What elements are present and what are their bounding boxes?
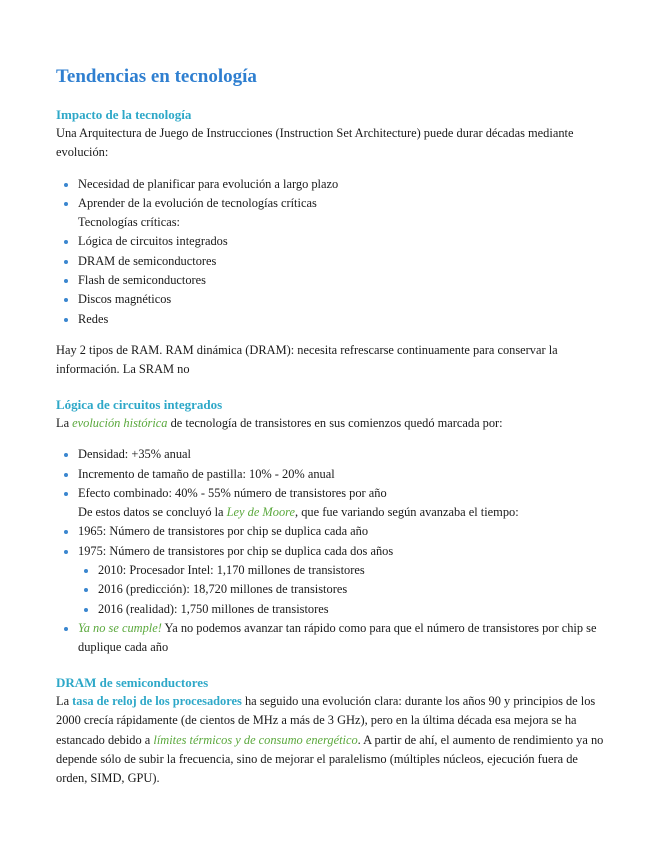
tech-list <box>56 232 604 328</box>
list-item: Ya no se cumple! Ya no podemos avanzar tan rápido como para que el número de transistores por chip se duplique cada año <box>56 619 604 658</box>
section-heading-dram: DRAM de semiconductores <box>56 675 209 690</box>
list-item: 2016 (predicción): 18,720 millones de transistores <box>56 580 604 599</box>
bullet-icon <box>64 530 68 534</box>
section-impacto <box>56 106 604 380</box>
ram-note: Hay 2 tipos de RAM. RAM dinámica (DRAM): necesita refrescarse continuamente para conservar la información. La SRAM no <box>56 342 558 377</box>
list-item: Redes <box>56 310 604 329</box>
moore-note: De estos datos se concluyó la Ley de Moore, que fue variando según avanzaba el tiempo: <box>78 505 519 520</box>
bullet-icon <box>64 550 68 554</box>
list-item: Densidad: +35% anual <box>56 445 604 464</box>
list-item: Necesidad de planificar para evolución a largo plazo <box>56 175 604 194</box>
tech-subnote: Tecnologías críticas: <box>78 215 181 230</box>
section-heading-impacto: Impacto de la tecnología <box>56 107 192 122</box>
bullet-icon <box>64 183 68 187</box>
list-item: Lógica de circuitos integrados <box>56 232 604 251</box>
bullet-icon <box>64 298 68 302</box>
limites-termicos-link[interactable]: límites térmicos y de consumo energético <box>153 732 358 747</box>
ley-de-moore-link[interactable]: Ley de Moore <box>226 505 296 520</box>
bullet-icon <box>64 318 68 322</box>
bullet-icon <box>64 492 68 496</box>
section-dram <box>56 674 604 788</box>
bullet-icon <box>84 588 88 592</box>
list-item: Efecto combinado: 40% - 55% número de transistores por año <box>56 484 604 503</box>
list-item: 2010: Procesador Intel: 1,170 millones de transistores <box>56 561 604 580</box>
list-item: Flash de semiconductores <box>56 271 604 290</box>
ya-no-se-cumple-text: Ya no se cumple! <box>78 620 162 635</box>
bullet-icon <box>64 240 68 244</box>
logica-intro: La evolución histórica de tecnología de transistores en sus comienzos quedó marcada por: <box>56 416 503 430</box>
list-item: DRAM de semiconductores <box>56 252 604 271</box>
list-item: 2016 (realidad): 1,750 millones de transistores <box>56 600 604 619</box>
bullet-icon <box>64 279 68 283</box>
tasa-de-reloj-link[interactable]: tasa de reloj de los procesadores <box>72 694 242 708</box>
bullet-icon <box>84 569 88 573</box>
list-item: 1975: Número de transistores por chip se duplica cada dos años <box>56 542 604 561</box>
moore-list <box>56 522 604 657</box>
list-item: Incremento de tamaño de pastilla: 10% - 20% anual <box>56 465 604 484</box>
list-item: 1965: Número de transistores por chip se duplica cada año <box>56 522 604 541</box>
list-item: Discos magnéticos <box>56 290 604 309</box>
isa-intro: Una Arquitectura de Juego de Instrucciones (Instruction Set Architecture) puede durar décadas mediante evolución: <box>56 126 574 160</box>
page-title: Tendencias en tecnología <box>56 66 257 87</box>
dram-paragraph: La tasa de reloj de los procesadores ha seguido una evolución clara: durante los años 90 y principios de los 2000 crecía rápidamente (de cientos de MHz a más de 3 GHz), pero en la última década esa mejora se ha estancado debido a límites térmicos y de consumo energético. A partir de ahí, el aumento de rendimiento ya no depende sólo de subir la frecuencia, sino de mejorar el paralelismo (múltiples núcleos, ejecución fuera de orden, SIMD, GPU). <box>56 694 604 786</box>
bullet-icon <box>64 453 68 457</box>
list-item: Aprender de la evolución de tecnologías críticas <box>56 194 604 213</box>
bullet-icon <box>64 202 68 206</box>
evolucion-historica-link[interactable]: evolución histórica <box>72 416 168 430</box>
section-logica <box>56 396 604 658</box>
bullet-icon <box>84 608 88 612</box>
bullet-icon <box>64 473 68 477</box>
bullet-icon <box>64 627 68 631</box>
transistor-list <box>56 445 604 503</box>
section-heading-logica: Lógica de circuitos integrados <box>56 397 223 412</box>
bullet-icon <box>64 260 68 264</box>
planning-list <box>56 175 604 214</box>
